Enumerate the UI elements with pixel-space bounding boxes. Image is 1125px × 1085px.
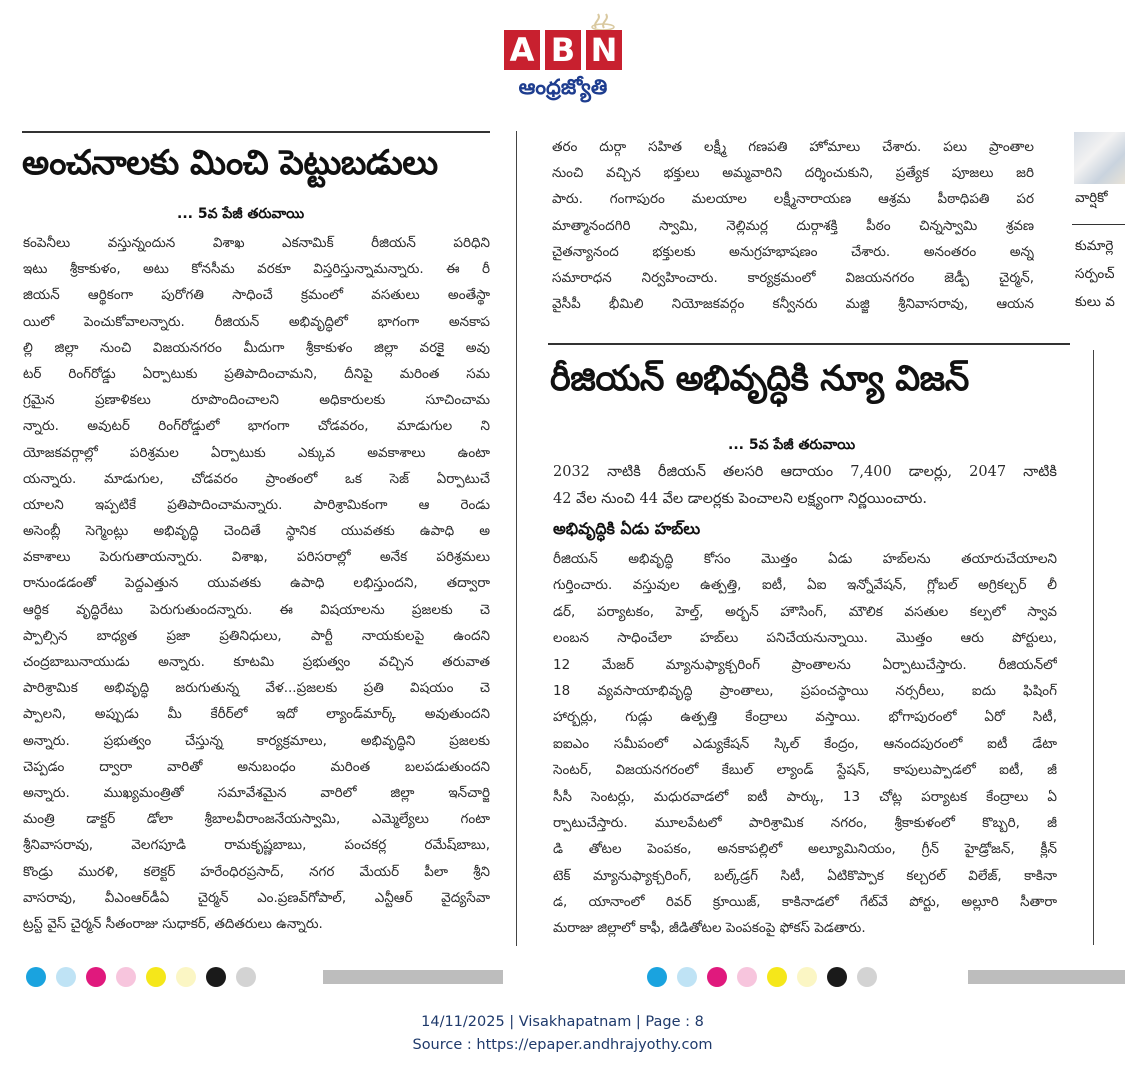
text-line: మంత్రి డాక్టర్ డోలా శ్రీబాలవీరాంజనేయస్వామి, ఎమ్మెల్యేలు గంటా: [23, 811, 490, 828]
text-line: డర్, పర్యాటకం, హెల్త్, అర్బన్ హౌసింగ్, మౌలిక వసతుల కల్పలో స్వావ: [553, 603, 1057, 620]
text-line: అసెంబ్లీ సెగ్మెంట్లు అభివృద్ధి చెందితే స్థానిక యువతకు ఉపాధి అ: [23, 523, 490, 540]
text-line: నుంచి వచ్చిన భక్తులు అమ్మవారిని దర్శించుకుని, ప్రత్యేక పూజలు జరి: [552, 165, 1034, 182]
text-line: అన్నారు. ముఖ్యమంత్రితో సమావేశమైన వారిలో జిల్లా ఇన్‌చార్జి: [23, 784, 490, 801]
text-line: 2032 నాటికి రీజియన్ తలసరి ఆదాయం 7,400 డాలర్లు, 2047 నాటికి: [553, 464, 1057, 480]
text-line: టెక్ మ్యానుఫ్యాక్చరింగ్, బల్క్‌డ్రగ్ సిటీ, ఏటికొప్పాక కల్చరల్ విలేజ్, కాకినా: [553, 867, 1057, 884]
text-line: యిలో పెంచుకోవాలన్నారు. రీజియన్ అభివృద్ధిలో భాగంగా అనకాప: [23, 313, 490, 330]
photo-thumbnail: [1074, 132, 1125, 184]
color-swatch: [857, 967, 877, 987]
text-line: అన్నారు. ప్రభుత్వం చేస్తున్న కార్యక్రమాలు, అభివృద్ధిని ప్రజలకు: [23, 732, 490, 749]
top-rule-left: [22, 131, 490, 133]
text-line: 18 వ్యవసాయాభివృద్ధి ప్రాంతాలు, ప్రపంచస్థాయి నర్సరీలు, ఐదు ఫిషింగ్: [553, 682, 1057, 699]
text-line: కొండ్రు మురళి, కలెక్టర్ హరేంధిరప్రసాద్, నగర మేయర్ పీలా శ్రీని: [23, 863, 490, 880]
color-swatch: [797, 967, 817, 987]
color-swatch: [767, 967, 787, 987]
color-swatch: [677, 967, 697, 987]
article-intro-right: [553, 459, 1057, 512]
strip-caption: వార్షికో: [1075, 190, 1108, 206]
text-line: చెప్పడం ద్వారా వారితో అనుబంధం మరింత బలపడుతుందని: [23, 758, 490, 775]
gray-bar: [968, 970, 1125, 984]
continuation-left: ... 5వ పేజీ తరువాయి: [177, 206, 305, 222]
text-line: ల్లి జిల్లా నుంచి విజయనగరం మీదుగా శ్రీకాకుళం జిల్లా వరకైౖ అవు: [23, 339, 490, 356]
text-line: కంపెనీలు వస్తున్నందున విశాఖ ఎకనామిక్ రీజియన్ పరిధిని: [23, 235, 490, 251]
footer-date-page: 14/11/2025 | Visakhapatnam | Page : 8: [421, 1014, 704, 1030]
continuation-right: ... 5వ పేజీ తరువాయి: [728, 437, 856, 453]
article-body-top-right: [552, 134, 1034, 317]
color-swatch: [707, 967, 727, 987]
color-swatch: [236, 967, 256, 987]
strip-rule: [1072, 224, 1125, 225]
text-line: శ్రీనివాసరావు, వెలగపూడి రామకృష్ణబాబు, పంచకర్ల రమేష్‌బాబు,: [23, 837, 490, 854]
color-swatch: [26, 967, 46, 987]
text-line: హార్బర్లు, గుడ్లు ఉత్పత్తి కేంద్రాలు వస్తాయి. భోగాపురంలో ఏరో సిటీ,: [553, 709, 1057, 726]
text-line: న్నారు. అవుటర్ రింగ్‌రోడ్డులో భాగంగా చోడవరం, మాడుగుల ని: [23, 418, 490, 435]
text-line: రీజియన్ అభివృద్ధి కోసం మొత్తం ఏడు హబ్‌లను తయారుచేయాలని: [553, 551, 1057, 567]
text-line: డ, యానాంలో రివర్ క్రూయిజ్, కాకినాడలో గేట్‌వే పోర్టు, అల్లూరి సీతారా: [553, 894, 1057, 911]
column-divider: [516, 131, 517, 946]
subheading-hubs: అభివృద్ధికి ఏడు హబ్‌లు: [553, 519, 701, 538]
article-body-left: [23, 230, 490, 937]
text-line: ఐఐఎం సమీపంలో ఎడ్యుకేషన్ స్కిల్ కేంద్రం, ఆనందపురంలో ఐటీ డేటా: [553, 735, 1057, 752]
text-line: ఇటు శ్రీకాకుళం, అటు కోనసీమ వరకూ విస్తరిస్తున్నామన్నారు. ఈ రీ: [23, 261, 490, 278]
text-line: యన్నారు. మాడుగుల, చోడవరం ప్రాంతంలో ఒక సెజ్ ఏర్పాటుచే: [23, 470, 490, 487]
headline-right: రీజియన్ అభివృద్ధికి న్యూ విజన్: [550, 359, 969, 399]
text-line: డి తోటల పెంపకం, అనకాపల్లిలో అల్యూమినియం, గ్రీన్ హైడ్రోజన్, క్లీన్: [553, 841, 1057, 858]
color-swatch: [56, 967, 76, 987]
text-line: సెంటర్, విజయనగరంలో కేబుల్ ల్యాండ్ స్టేషన్, కాపులుప్పాడలో ఐటీ, జీ: [553, 762, 1057, 779]
text-line: చంద్రబాబునాయుడు అన్నారు. కూటమి ప్రభుత్వం వచ్చిన తరువాత: [23, 654, 490, 670]
text-line: ప్పాలని, అప్పుడు మీ కేరీర్‌లో ఇదో ల్యాండ్‌మార్క్ అవుతుందని: [23, 706, 490, 723]
steam-icon: [590, 10, 616, 30]
logo-brand-name: ఆంధ్రజ్యోతి: [518, 75, 608, 99]
logo-letter: N: [586, 30, 622, 70]
column-divider-right: [1093, 350, 1094, 945]
logo-letter: B: [545, 30, 581, 70]
strip-text: కులు వ: [1075, 294, 1115, 310]
color-swatch: [176, 967, 196, 987]
strip-text: సర్పంచ్: [1075, 266, 1115, 282]
text-line: రానుండడంతో పెద్దఎత్తున యువతకు ఉపాధి లభిస్తుందని, తద్వారా: [23, 575, 490, 592]
strip-text: కుమార్లె: [1075, 238, 1114, 254]
color-swatch: [116, 967, 136, 987]
text-line: యోజకవర్గాల్లో పరిశ్రమల ఏర్పాటుకు ఎక్కువ అవకాశాలు ఉంటా: [23, 444, 490, 461]
article-body-right: [553, 546, 1057, 942]
color-swatch: [647, 967, 667, 987]
text-line: మాత్మానందగిరి స్వామి, నెల్లిమర్ల దుర్గాశక్తి పీఠం చిన్నస్వామి శ్రవణ: [552, 217, 1034, 234]
text-line: 12 మేజర్ మ్యానుఫ్యాక్చరింగ్ ప్రాంతాలను ఏర్పాటుచేస్తారు. రీజియన్‌లో: [553, 656, 1057, 673]
text-line: మరాజు జిల్లాలో కాఫీ, జీడితోటల పెంపకంపై ఫోకస్ పెడతారు.: [553, 920, 866, 937]
text-line: లంబన సాధించేలా హబ్‌లు పనిచేయనున్నాయి. మొత్తం ఆరు పోర్టులు,: [553, 630, 1057, 647]
text-line: వకాశాలు పెరుగుతాయన్నారు. విశాఖ, పరిసరాల్లో అనేక పరిశ్రమలు: [23, 549, 490, 566]
abn-logo: [502, 8, 624, 102]
text-line: యాలని ఇప్పటికే ప్రతిపాదించామన్నారు. పారిశ్రామికంగా ఆ రెండు: [23, 496, 490, 513]
text-line: ట్రస్ట్ వైస్ చైర్మన్ సీతంరాజు సుధాకర్, తదితరులు ఉన్నారు.: [23, 915, 323, 932]
text-line: గుర్తించారు. వస్తువుల ఉత్పత్తి, ఐటీ, ఏఐ ఇన్నోవేషన్, గ్లోబల్ అగ్రికల్చర్ లీ: [553, 577, 1057, 594]
text-line: పారు. గంగాపురం మలయాల లక్ష్మీనారాయణ ఆశ్రమ పీఠాధిపతి పర: [552, 191, 1034, 208]
color-swatch: [146, 967, 166, 987]
text-line: సీసీ సెంటర్లు, మధురవాడలో ఐటీ పార్కు, 13 చోట్ల పర్యాటక కేంద్రాలు ఏ: [553, 788, 1057, 805]
text-line: 42 వేల నుంచి 44 వేల డాలర్లకు పెంచాలని లక్ష్యంగా నిర్ణయించారు.: [553, 490, 928, 507]
text-line: గ్రమైన ప్రణాళికలు రూపొందించాలని అధికారులకు సూచించామ: [23, 392, 490, 409]
text-line: ఆర్థిక వృద్ధిరేటు పెరుగుతుందన్నారు. ఈ విషయాలను ప్రజలకు చె: [23, 601, 490, 618]
text-line: వాసరావు, వీఎంఆర్‌డీఏ చైర్మన్ ఎం.ప్రణవ్‌గోపాల్, ఎన్టీఆర్ వైద్యసేవా: [23, 889, 490, 906]
text-line: తరం దుర్గా సహిత లక్ష్మీ గణపతి హోమాలు చేశారు. పలు ప్రాంతాల: [552, 139, 1034, 155]
top-rule-right: [548, 343, 1070, 345]
logo-letter: A: [504, 30, 540, 70]
headline-left: అంచనాలకు మించి పెట్టుబడులు: [22, 143, 438, 183]
text-line: వైసీపీ భీమిలి నియోజకవర్గం కన్వీనరు మజ్జి శ్రీనివాసరావు, ఆయన: [552, 296, 1034, 313]
text-line: చైతన్యానంద భక్తులకు అనుగ్రహభాషణం చేశారు. అనంతరం అన్న: [552, 243, 1034, 260]
footer-source: Source : https://epaper.andhrajyothy.com: [412, 1037, 713, 1053]
color-swatch: [206, 967, 226, 987]
gray-bar: [323, 970, 503, 984]
text-line: టర్ రింగ్‌రోడ్డు ఏర్పాటుకు ప్రతిపాదించామని, దీనిపై మరింత సమ: [23, 365, 490, 382]
text-line: ప్పాల్సిన బాధ్యత ప్రజా ప్రతినిధులు, పార్టీ నాయకులపై ఉందని: [23, 627, 490, 644]
color-swatch: [827, 967, 847, 987]
color-swatch: [86, 967, 106, 987]
text-line: జియన్ ఆర్థికంగా పురోగతి సాధించే క్రమంలో వసతులు అంతేస్థా: [23, 287, 490, 304]
text-line: సమారాధన నిర్వహించారు. కార్యక్రమంలో విజయనగరం జెడ్పీ చైర్మన్,: [552, 269, 1034, 286]
text-line: ర్పాటుచేస్తారు. మూలపేటలో పారిశ్రామిక నగరం, శ్రీకాకుళంలో కొబ్బరి, జీ: [553, 814, 1057, 831]
color-swatch: [737, 967, 757, 987]
text-line: పారిశ్రామిక అభివృద్ధి జరుగుతున్న వేళ...ప్రజలకు ప్రతి విషయం చె: [23, 680, 490, 697]
